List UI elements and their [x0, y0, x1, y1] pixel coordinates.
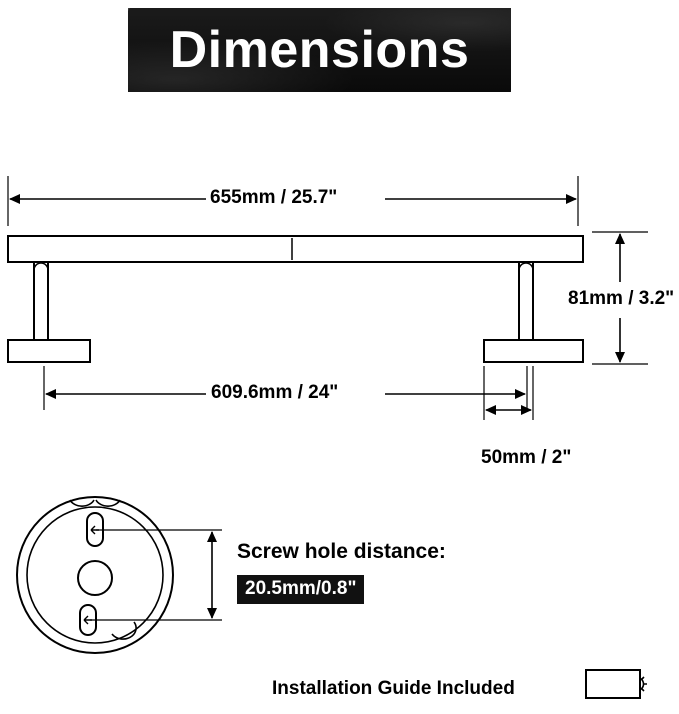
dim-label-post-offset: 50mm / 2" — [481, 447, 572, 468]
towel-bar-rail — [8, 236, 583, 262]
screw-slot-lower — [80, 605, 96, 635]
left-post — [34, 262, 48, 340]
plate-notch-top-2 — [96, 500, 120, 506]
right-base-plate — [484, 340, 583, 362]
screw-slot-upper — [87, 513, 103, 546]
base-plate-inner-ring — [27, 507, 163, 643]
base-plate-outline — [17, 497, 173, 653]
plate-notch-bottom — [112, 622, 136, 639]
left-base-plate — [8, 340, 90, 362]
screw-hole-value-badge: 20.5mm/0.8" — [237, 575, 364, 604]
title-banner — [128, 8, 511, 92]
installation-guide-label: Installation Guide Included — [272, 678, 515, 699]
dim-label-mount-center: 609.6mm / 24" — [211, 382, 339, 403]
page-title: Dimensions — [169, 21, 470, 79]
screw-hole-title: Screw hole distance: — [237, 540, 446, 563]
plate-notch-top — [70, 500, 94, 506]
tool-icons-badge — [585, 669, 641, 699]
dim-label-height: 81mm / 3.2" — [568, 288, 675, 309]
dim-label-total-length: 655mm / 25.7" — [210, 187, 338, 208]
center-hole — [78, 561, 112, 595]
right-post — [519, 262, 533, 340]
